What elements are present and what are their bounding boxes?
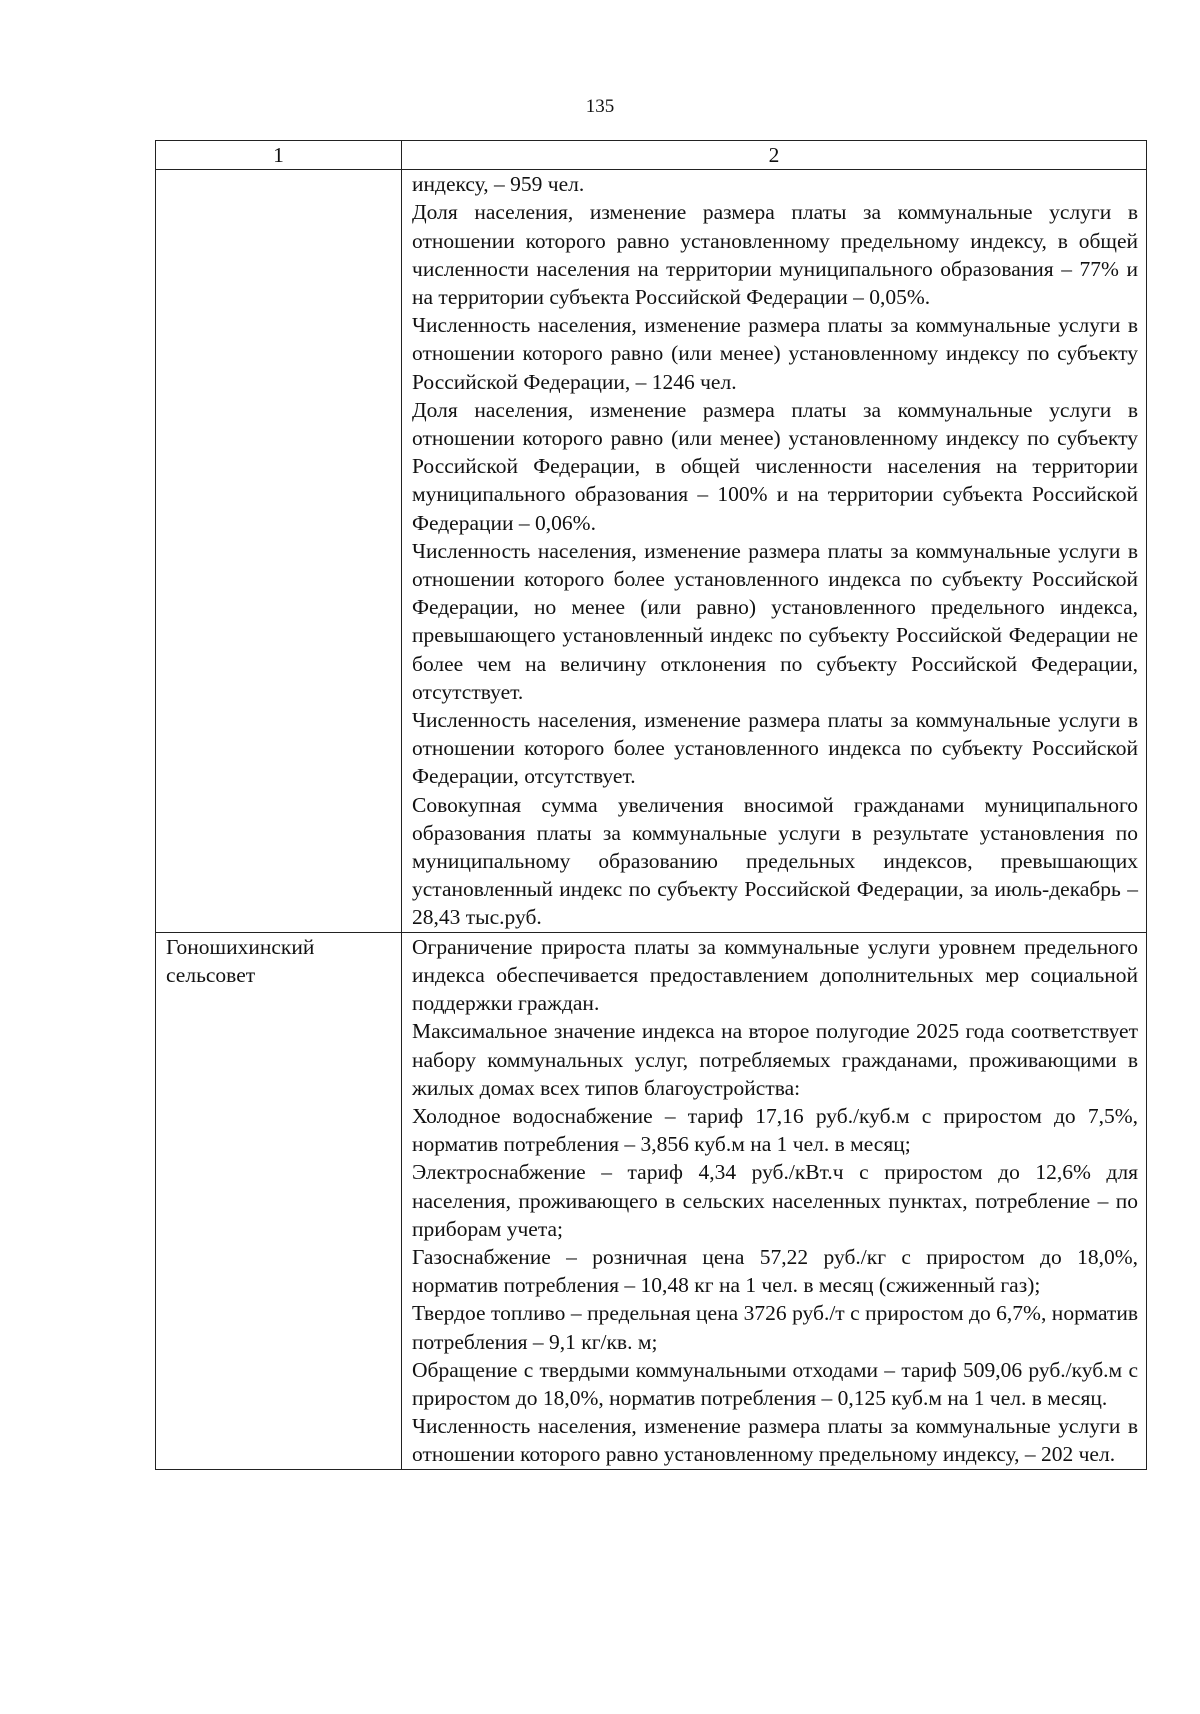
region-name-line: Гоношихинский	[166, 934, 315, 959]
table-row	[156, 932, 1147, 1469]
paragraph: Максимальное значение индекса на второе полугодие 2025 года соответствует набору коммунальных услуг, потребляемых гражданами, проживающими в жилых домах всех типов благоустройства:	[412, 1019, 1138, 1100]
table-row	[156, 170, 1147, 932]
paragraph: Холодное водоснабжение – тариф 17,16 руб./куб.м с приростом до 7,5%, норматив потребления – 3,856 куб.м на 1 чел. в месяц;	[412, 1103, 1138, 1157]
paragraph: Совокупная сумма увеличения вносимой гражданами муниципального образования платы за коммунальные услуги в результате установления по муниципальному образованию предельных индексов, превышающих установленный индекс по субъекту Российской Федерации, за июль-декабрь – 28,43 тыс.руб.	[412, 792, 1138, 930]
description-cell	[402, 932, 1147, 1469]
region-cell	[156, 932, 402, 1469]
paragraph: Численность населения, изменение размера платы за коммунальные услуги в отношении которого более установленного индекса по субъекту Российской Федерации, но менее (или равно) установленного предельного индекса, превышающего установленный индекс по субъекту Российской Федерации не более чем на величину отклонения по субъекту Российской Федерации, отсутствует.	[412, 538, 1138, 704]
paragraph: Численность населения, изменение размера платы за коммунальные услуги в отношении которого более установленного индекса по субъекту Российской Федерации, отсутствует.	[412, 708, 1138, 789]
region-name-line: сельсовет	[166, 962, 256, 987]
paragraph: Обращение с твердыми коммунальными отходами – тариф 509,06 руб./куб.м с приростом до 18,0%, норматив потребления – 0,125 куб.м на 1 чел. в месяц.	[412, 1357, 1138, 1410]
paragraph: индексу, – 959 чел.	[412, 172, 585, 197]
region-cell	[156, 170, 402, 932]
column-header-2: 2	[402, 141, 1147, 170]
paragraph: Электроснабжение – тариф 4,34 руб./кВт.ч с приростом до 12,6% для населения, проживающего в сельских населенных пунктах, потребление – по приборам учета;	[412, 1160, 1138, 1241]
column-header-1: 1	[156, 141, 402, 170]
paragraph: Ограничение прироста платы за коммунальные услуги уровнем предельного индекса обеспечивается предоставлением дополнительных мер социальной поддержки граждан.	[412, 934, 1138, 1016]
document-table	[155, 140, 1147, 1470]
paragraph: Твердое топливо – предельная цена 3726 руб./т с приростом до 6,7%, норматив потребления – 9,1 кг/кв. м;	[412, 1301, 1138, 1354]
table-header-row	[156, 141, 1147, 170]
paragraph: Газоснабжение – розничная цена 57,22 руб./кг с приростом до 18,0%, норматив потребления – 10,48 кг на 1 чел. в месяц (сжиженный газ);	[412, 1244, 1138, 1298]
page-number: 135	[585, 96, 615, 117]
paragraph: Доля населения, изменение размера платы за коммунальные услуги в отношении которого равно (или менее) установленному индексу по субъекту Российской Федерации, в общей численности населения на территории муниципального образования – 100% и на территории субъекта Российской Федерации – 0,06%.	[412, 397, 1138, 535]
description-cell	[402, 170, 1147, 932]
paragraph: Доля населения, изменение размера платы за коммунальные услуги в отношении которого равно установленному предельному индексу, в общей численности населения на территории муниципального образования – 77% и на территории субъекта Российской Федерации – 0,05%.	[412, 200, 1138, 310]
paragraph: Численность населения, изменение размера платы за коммунальные услуги в отношении которого равно (или менее) установленному индексу по субъекту Российской Федерации, – 1246 чел.	[412, 313, 1138, 394]
paragraph: Численность населения, изменение размера платы за коммунальные услуги в отношении которого равно установленному предельному индексу, – 202 чел.	[412, 1414, 1138, 1467]
